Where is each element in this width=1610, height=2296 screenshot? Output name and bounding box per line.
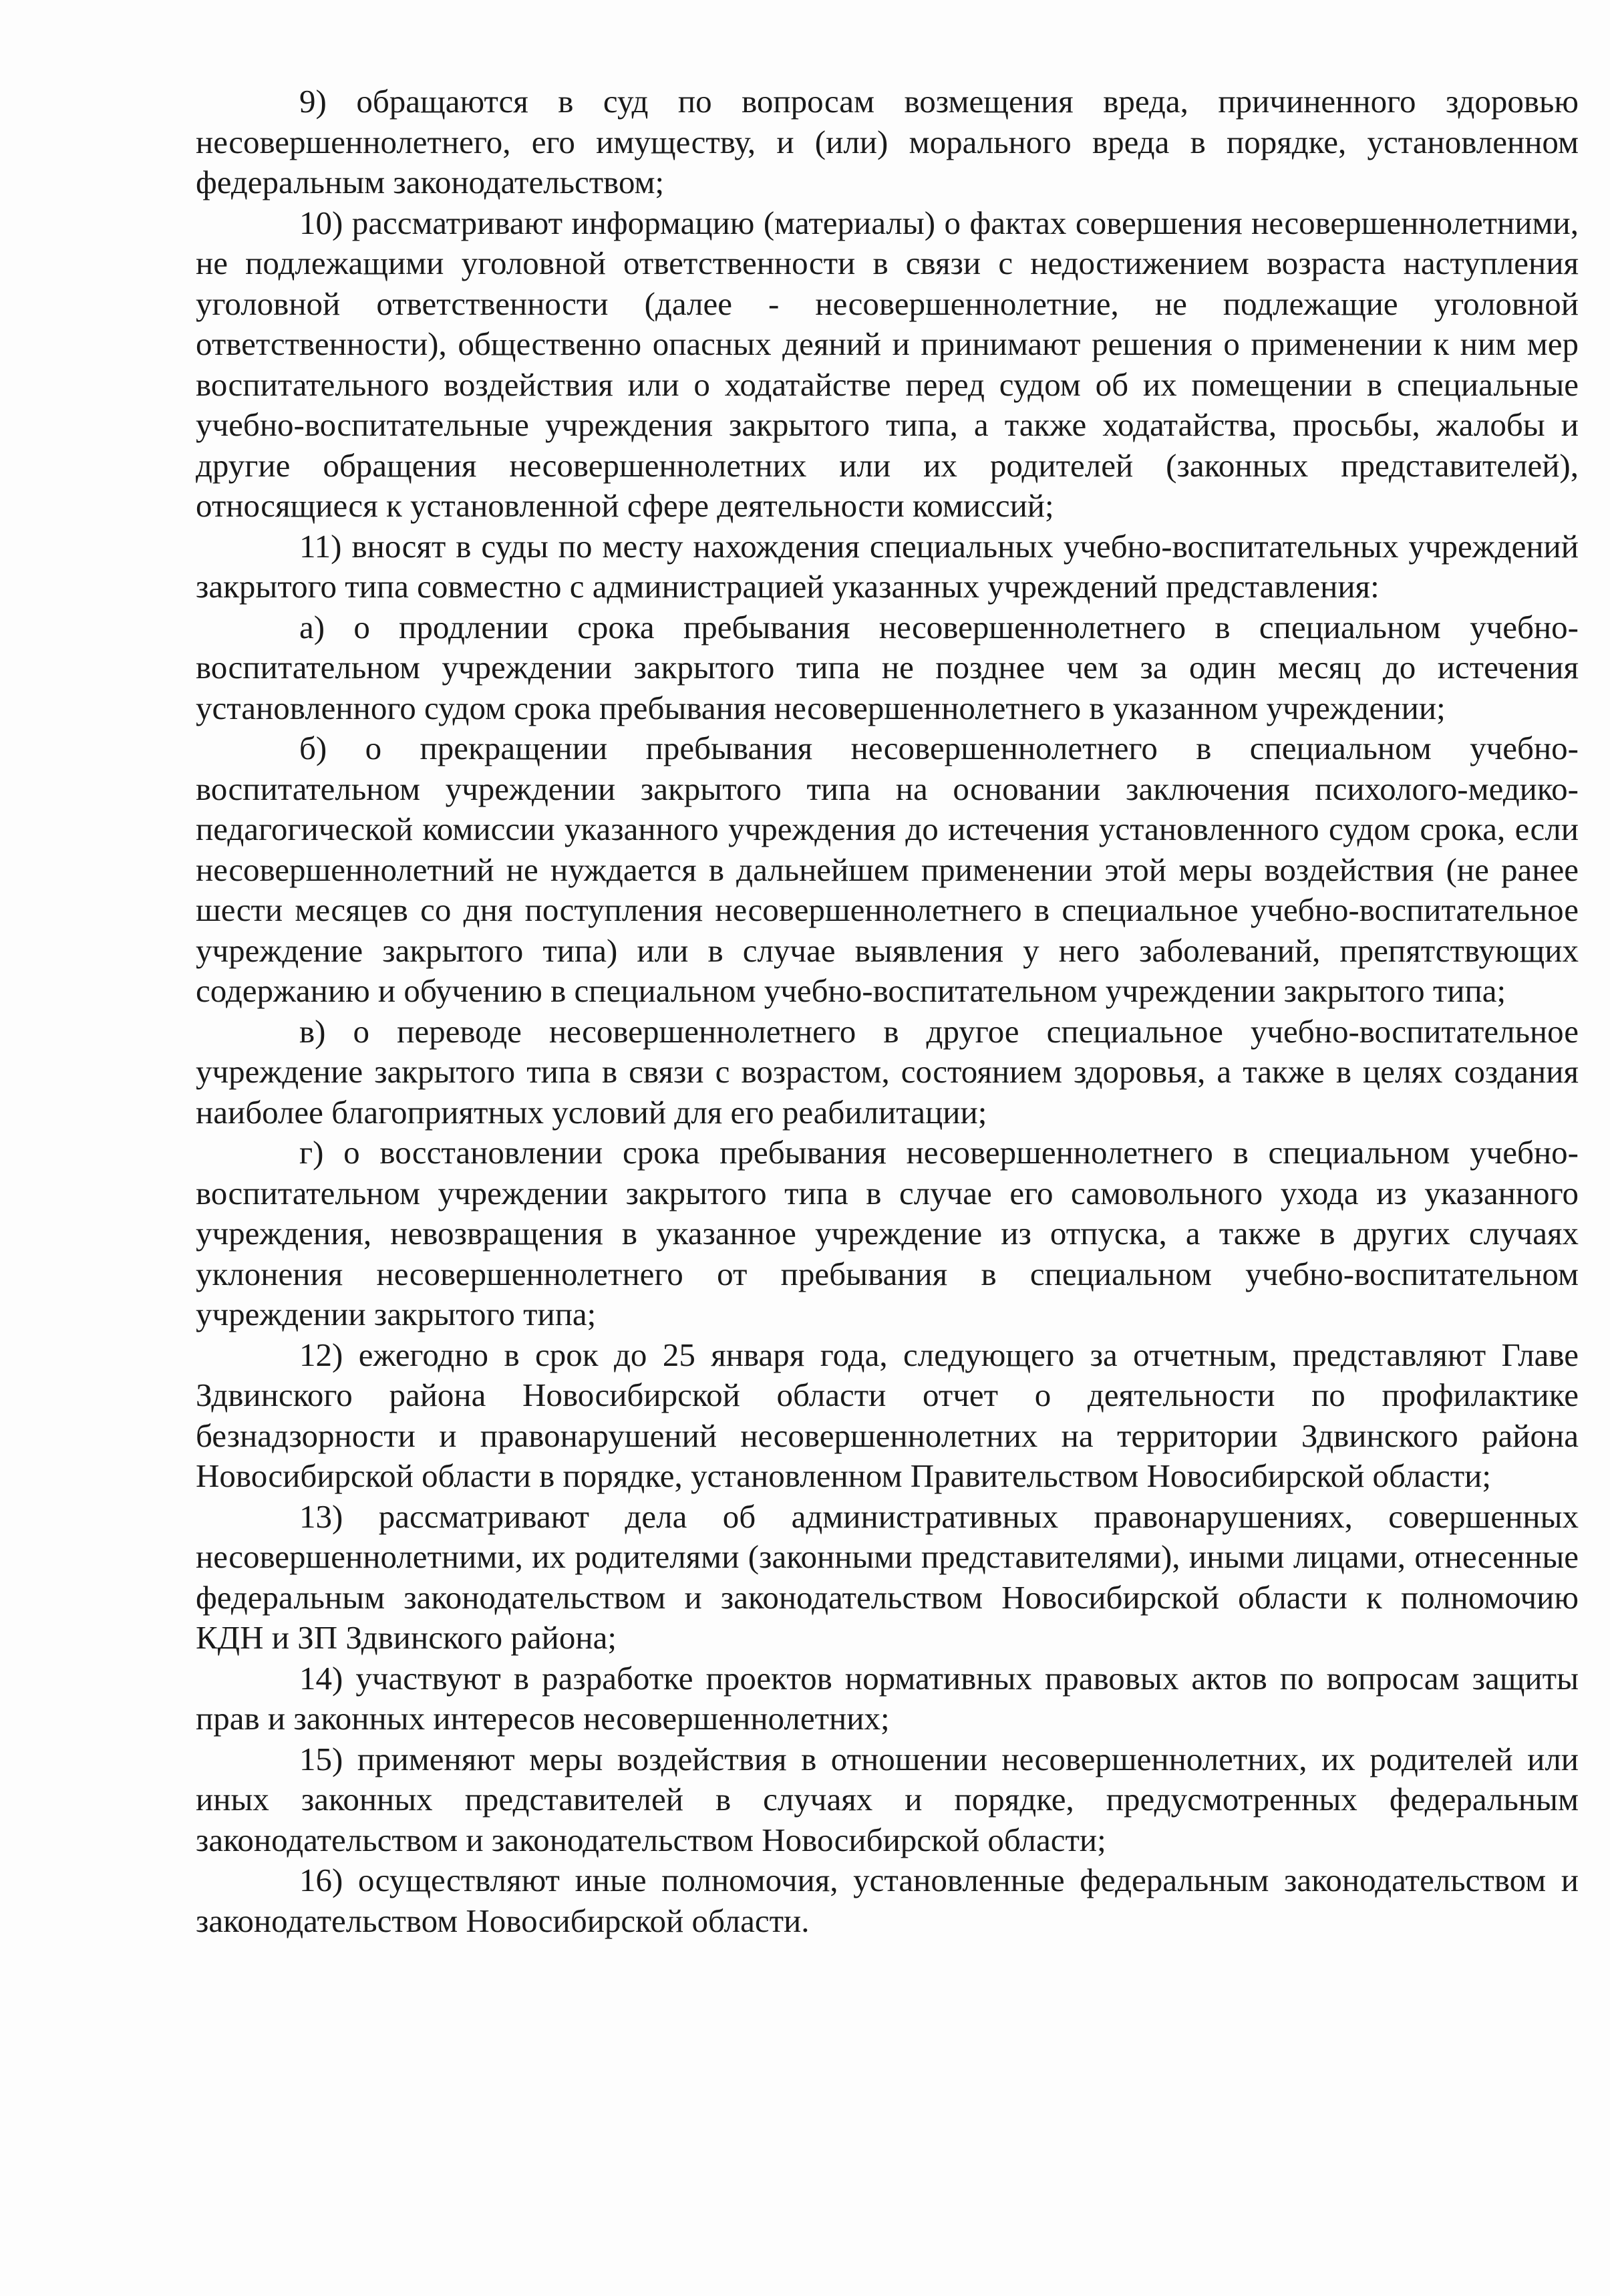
paragraph-subitem-b: б) о прекращении пребывания несовершеннолетнего в специальном учебно-воспитательном учреждении закрытого типа на основании заключения психолого-медико-педагогической комиссии указанного учреждения до истечения установленного судом срока, если несовершеннолетний не нуждается в дальнейшем применении этой меры воздействия (не ранее шести месяцев со дня поступления несовершеннолетнего в специальное учебно-воспитательное учреждение закрытого типа) или в случае выявления у него заболеваний, препятствующих содержанию и обучению в специальном учебно-воспитательном учреждении закрытого типа; bbox=[196, 730, 1579, 1009]
paragraph-subitem-v: в) о переводе несовершеннолетнего в другое специальное учебно-воспитательное учреждение закрытого типа в связи с возрастом, состоянием здоровья, а также в целях создания наиболее благоприятных условий для его реабилитации; bbox=[196, 1012, 1579, 1131]
paragraph-item-9: 9) обращаются в суд по вопросам возмещения вреда, причиненного здоровью несовершеннолетнего, его имуществу, и (или) морального вреда в порядке, установленном федеральным законодательством; bbox=[196, 83, 1579, 200]
paragraph-subitem-g: г) о восстановлении срока пребывания несовершеннолетнего в специальном учебно-воспитательном учреждении закрытого типа в случае его самовольного ухода из указанного учреждения, невозвращения в указанное учреждение из отпуска, а также в других случаях уклонения несовершеннолетнего от пребывания в специальном учебно-воспитательном учреждении закрытого типа; bbox=[196, 1134, 1579, 1332]
paragraph-item-16: 16) осуществляют иные полномочия, установленные федеральным законодательством и законодательством Новосибирской области. bbox=[196, 1862, 1579, 1939]
document-body bbox=[196, 82, 1579, 1941]
paragraph-item-14: 14) участвуют в разработке проектов нормативных правовых актов по вопросам защиты прав и законных интересов несовершеннолетних; bbox=[196, 1659, 1579, 1737]
paragraph-item-13: 13) рассматривают дела об административных правонарушениях, совершенных несовершеннолетними, их родителями (законными представителями), иными лицами, отнесенные федеральным законодательством и законодательством Новосибирской области к полномочию КДН и ЗП Здвинского района; bbox=[196, 1497, 1579, 1656]
paragraph-subitem-a: а) о продлении срока пребывания несовершеннолетнего в специальном учебно-воспитательном учреждении закрытого типа не позднее чем за один месяц до истечения установленного судом срока пребывания несовершеннолетнего в указанном учреждении; bbox=[196, 608, 1579, 726]
paragraph-item-15: 15) применяют меры воздействия в отношении несовершеннолетних, их родителей или иных законных представителей в случаях и порядке, предусмотренных федеральным законодательством и законодательством Новосибирской области; bbox=[196, 1740, 1579, 1858]
paragraph-item-10: 10) рассматривают информацию (материалы) о фактах совершения несовершеннолетними, не подлежащими уголовной ответственности в связи с недостижением возраста наступления уголовной ответственности (далее - несовершеннолетние, не подлежащие уголовной ответственности), общественно опасных деяний и принимают решения о применении к ним мер воспитательного воздействия или о ходатайстве перед судом об их помещении в специальные учебно-воспитательные учреждения закрытого типа, а также ходатайства, просьбы, жалобы и другие обращения несовершеннолетних или их родителей (законных представителей), относящиеся к установленной сфере деятельности комиссий; bbox=[196, 204, 1579, 524]
paragraph-item-11: 11) вносят в суды по месту нахождения специальных учебно-воспитательных учреждений закрытого типа совместно с администрацией указанных учреждений представления: bbox=[196, 527, 1579, 605]
paragraph-item-12: 12) ежегодно в срок до 25 января года, следующего за отчетным, представляют Главе Здвинского района Новосибирской области отчет о деятельности по профилактике безнадзорности и правонарушений несовершеннолетних на территории Здвинского района Новосибирской области в порядке, установленном Правительством Новосибирской области; bbox=[196, 1336, 1579, 1494]
